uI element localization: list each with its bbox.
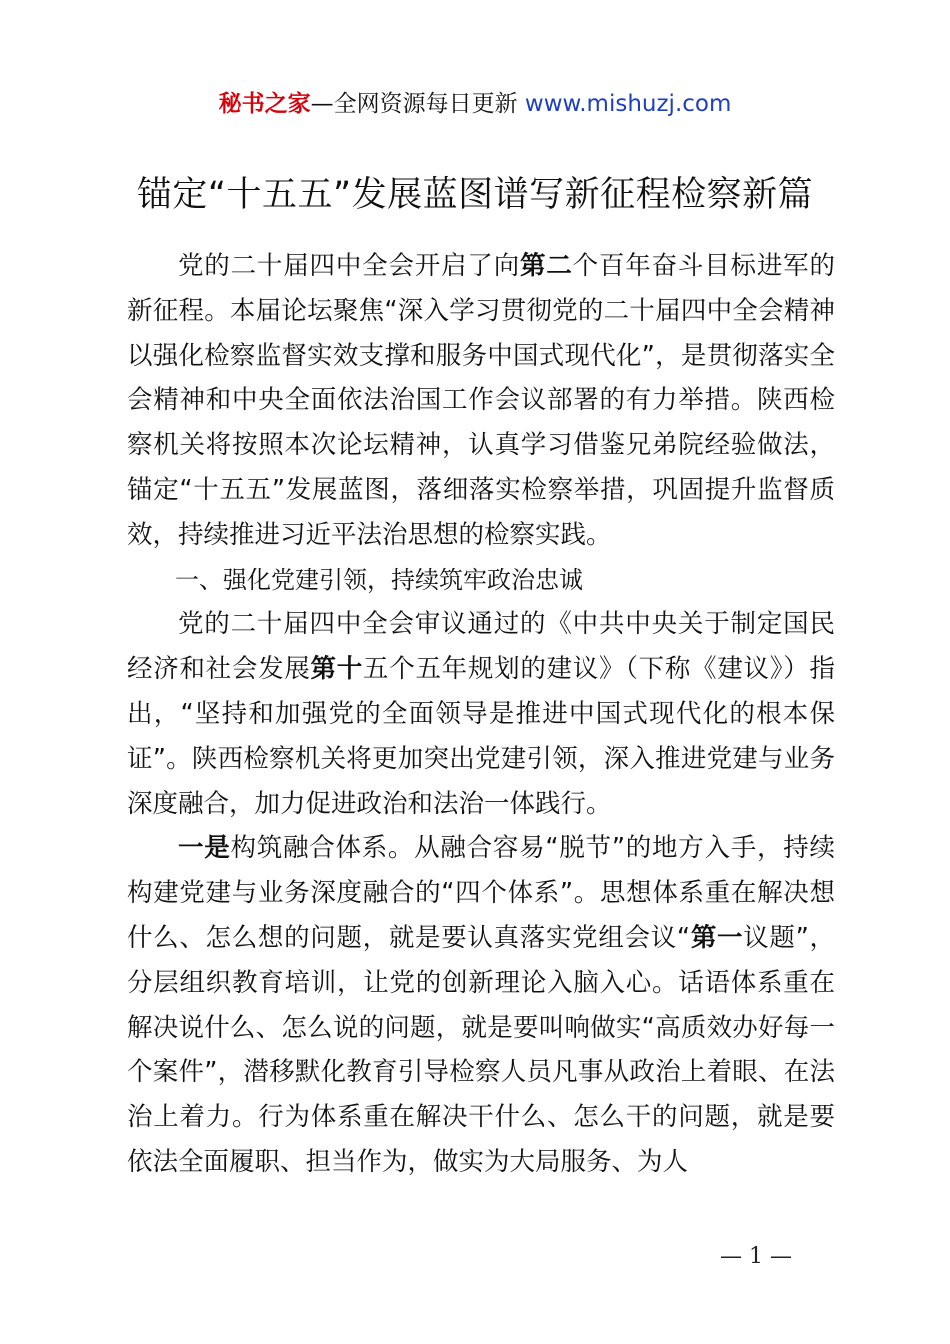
paragraph-2-text-c: 五个五年规划的建议》（下称《建议》）指出，“坚持和加强党的全面领导是推进中国式现代化的根本保证”。陕西检察机关将更加突出党建引领，深入推进党建与业务深度融合，加力促进政治和法治一体践行。: [127, 654, 835, 819]
paragraph-1-bold: 第二: [520, 251, 573, 281]
document-title: 锚定“十五五”发展蓝图谱写新征程检察新篇: [136, 175, 814, 215]
document-body: [127, 244, 835, 1185]
site-header: [0, 88, 950, 120]
paragraph-2-text-a: 党的二十届四中全会审议通过的《中共中央关于制定国民经济和社会发展: [127, 609, 835, 685]
page-number: — 1 —: [720, 1244, 792, 1269]
paragraph-3-lead-bold: 一是: [178, 833, 231, 864]
paragraph-3: [127, 826, 835, 1184]
site-tagline: —全网资源每日更新: [310, 91, 518, 117]
site-url-link[interactable]: www.mishuzj.com: [524, 91, 732, 117]
paragraph-1: [127, 244, 835, 558]
paragraph-1-text-c: 个百年奋斗目标进军的新征程。本届论坛聚焦“深入学习贯彻党的二十届四中全会精神以强化检察监督实效支撑和服务中国式现代化”，是贯彻落实全会精神和中央全面依法治国工作会议部署的有力举措。陕西检察机关将按照本次论坛精神，认真学习借鉴兄弟院经验做法，锚定“十五五”发展蓝图，落细落实检察举措，巩固提升监督质效，持续推进习近平法治思想的检察实践。: [127, 251, 835, 550]
site-brand: 秘书之家: [218, 91, 311, 117]
paragraph-3-text-d: 议题”，分层组织教育培训，让党的创新理论入脑入心。话语体系重在解决说什么、怎么说的问题，就是要叫响做实“高质效办好每一个案件”，潜移默化教育引导检察人员凡事从政治上着眼、在法治上着力。行为体系重在解决干什么、怎么干的问题，就是要依法全面履职、担当作为，做实为大局服务、为人: [127, 922, 835, 1177]
section-heading-1: 一、强化党建引领，持续筑牢政治忠诚: [175, 565, 583, 594]
paragraph-2: [127, 602, 835, 826]
paragraph-3-bold: 第一: [690, 922, 744, 953]
paragraph-3-text-b: 构筑融合体系。从融合容易“脱节”的地方入手，持续构建党建与业务深度融合的“四个体系”。思想体系重在解决想什么、怎么想的问题，就是要认真落实党组会议“: [127, 833, 835, 953]
paragraph-1-text-a: 党的二十届四中全会开启了向: [178, 251, 521, 281]
paragraph-2-bold: 第十: [310, 654, 363, 685]
